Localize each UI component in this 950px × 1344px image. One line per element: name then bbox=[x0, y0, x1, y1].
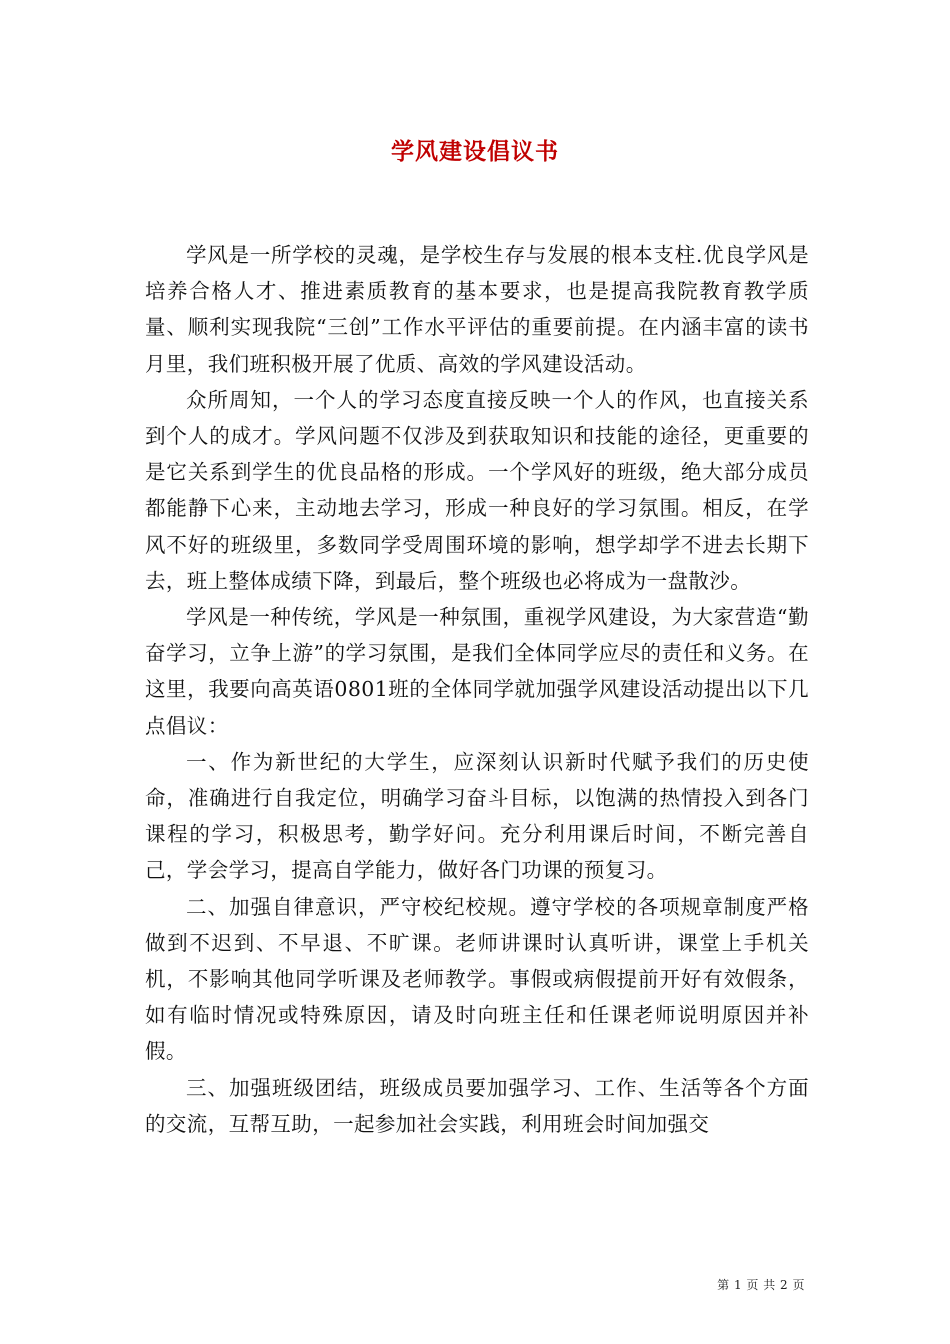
paragraph-3: 学风是一种传统，学风是一种氛围，重视学风建设，为大家营造“勤奋学习，立争上游”的学习氛围，是我们全体同学应尽的责任和义务。在这里，我要向高英语0801班的全体同学就加强学风建设活动提出以下几点倡议： bbox=[145, 605, 809, 738]
paragraph-1: 学风是一所学校的灵魂，是学校生存与发展的根本支柱.优良学风是培养合格人才、推进素质教育的基本要求，也是提高我院教育教学质量、顺利实现我院“三创”工作水平评估的重要前提。在内涵丰富的读书月里，我们班积极开展了优质、高效的学风建设活动。 bbox=[145, 243, 809, 376]
document-title: 学风建设倡议书 bbox=[391, 138, 559, 165]
document-body bbox=[145, 237, 809, 1142]
paragraph-6: 三、加强班级团结，班级成员要加强学习、工作、生活等各个方面的交流，互帮互助，一起参加社会实践，利用班会时间加强交 bbox=[145, 1075, 809, 1136]
paragraph-2: 众所周知，一个人的学习态度直接反映一个人的作风，也直接关系到个人的成才。学风问题不仅涉及到获取知识和技能的途径，更重要的是它关系到学生的优良品格的形成。一个学风好的班级，绝大部分成员都能静下心来，主动地去学习，形成一种良好的学习氛围。相反，在学风不好的班级里，多数同学受周围环境的影响，想学却学不进去长期下去，班上整体成绩下降，到最后，整个班级也必将成为一盘散沙。 bbox=[145, 387, 809, 593]
page-number-footer: 第 1 页 共 2 页 bbox=[717, 1278, 805, 1292]
paragraph-5: 二、加强自律意识，严守校纪校规。遵守学校的各项规章制度严格做到不迟到、不早退、不旷课。老师讲课时认真听讲，课堂上手机关机，不影响其他同学听课及老师教学。事假或病假提前开好有效假条，如有临时情况或特殊原因，请及时向班主任和任课老师说明原因并补假。 bbox=[145, 894, 809, 1064]
paragraph-4: 一、作为新世纪的大学生，应深刻认识新时代赋予我们的历史使命，准确进行自我定位，明确学习奋斗目标，以饱满的热情投入到各门课程的学习，积极思考，勤学好问。充分利用课后时间，不断完善自己，学会学习，提高自学能力，做好各门功课的预复习。 bbox=[145, 749, 809, 883]
